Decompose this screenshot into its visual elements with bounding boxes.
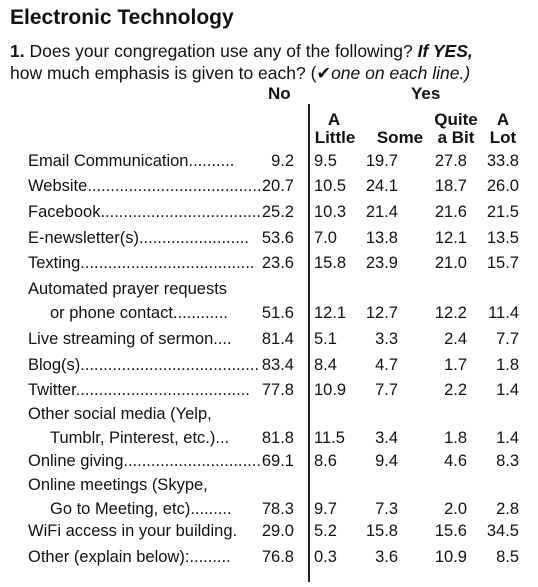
question-line-1 [10, 40, 473, 62]
row-label-text: Go to Meeting, etc) [50, 500, 191, 518]
cell-quite-a-bit: 2.0 [444, 500, 467, 518]
cell-a-lot: 26.0 [486, 177, 519, 195]
cell-quite-a-bit: 1.7 [444, 356, 467, 374]
row-label [50, 304, 228, 323]
row-label: Other social media (Yelp, [28, 405, 212, 423]
row-leader-dots: ......... [189, 548, 231, 566]
cell-a-lot: 1.4 [496, 381, 519, 399]
row-label [28, 203, 261, 222]
cell-a-little: 10.9 [314, 381, 347, 399]
question-number: 1. [10, 41, 25, 61]
cell-a-little: 7.0 [314, 229, 337, 247]
cell-no: 53.6 [261, 229, 294, 247]
table-row [0, 381, 538, 405]
row-label-text: E-newsletter(s) [28, 229, 139, 247]
cell-a-little: 5.1 [314, 330, 337, 348]
row-label: Online meetings (Skype, [28, 476, 208, 494]
cell-no: 51.6 [261, 304, 294, 322]
table-row-label-line [0, 280, 538, 304]
question-text-2: how much emphasis is given to each? ( [10, 63, 317, 83]
cell-some: 7.3 [375, 500, 398, 518]
cell-a-little: 10.5 [314, 177, 347, 195]
cell-a-lot: 15.7 [486, 254, 519, 272]
header-a-little-2: Little [314, 128, 356, 147]
cell-some: 3.6 [375, 548, 398, 566]
table-row [0, 177, 538, 201]
cell-no: 69.1 [261, 452, 294, 470]
row-label [50, 500, 232, 519]
table-row-label-line [0, 405, 538, 429]
cell-a-little: 8.4 [314, 356, 337, 374]
table-row-label-line [0, 476, 538, 500]
row-leader-dots: ......... [190, 500, 232, 518]
table-row [0, 229, 538, 253]
row-label [50, 429, 229, 448]
question-line-2 [10, 62, 470, 84]
checkmark-icon: ✔ [316, 63, 332, 83]
row-label [28, 381, 250, 400]
header-a-lot-1: A [496, 110, 510, 129]
cell-a-lot: 1.8 [496, 356, 519, 374]
header-quite-2: a Bit [437, 128, 475, 147]
cell-no: 76.8 [261, 548, 294, 566]
table-row [0, 452, 538, 476]
question-text-1: Does your congregation use any of the following? [24, 41, 418, 61]
cell-a-little: 11.5 [314, 429, 345, 447]
row-label-text: Live streaming of sermon [28, 330, 214, 348]
if-yes-text: If YES, [417, 41, 473, 61]
cell-some: 15.8 [365, 522, 398, 540]
table-row [0, 522, 538, 546]
row-label-text: Twitter [28, 381, 76, 399]
row-leader-dots: ........................ [138, 229, 249, 247]
cell-a-little: 0.3 [314, 548, 337, 566]
cell-a-lot: 21.5 [486, 203, 519, 221]
table-row [0, 429, 538, 453]
cell-some: 24.1 [365, 177, 398, 195]
row-label [28, 330, 232, 349]
header-a-lot-2: Lot [489, 128, 517, 147]
cell-some: 12.7 [365, 304, 398, 322]
cell-a-little: 8.6 [314, 452, 337, 470]
row-label-text: Online giving [28, 452, 124, 470]
cell-a-lot: 8.3 [496, 452, 519, 470]
cell-quite-a-bit: 21.0 [434, 254, 467, 272]
cell-a-little: 5.2 [314, 522, 337, 540]
cell-some: 21.4 [365, 203, 398, 221]
cell-a-little: 9.5 [314, 152, 337, 170]
cell-no: 78.3 [261, 500, 294, 518]
cell-some: 4.7 [375, 356, 398, 374]
cell-some: 3.4 [375, 429, 398, 447]
cell-quite-a-bit: 12.2 [434, 304, 467, 322]
row-label-text: Tumblr, Pinterest, etc.) [50, 429, 216, 447]
row-label [28, 548, 231, 567]
row-leader-dots: .............................. [123, 452, 261, 470]
cell-some: 23.9 [365, 254, 398, 272]
row-label [28, 356, 259, 375]
cell-no: 29.0 [261, 522, 294, 540]
cell-no: 81.4 [261, 330, 294, 348]
cell-a-little: 9.7 [314, 500, 337, 518]
cell-quite-a-bit: 4.6 [444, 452, 467, 470]
row-label-text: Website [28, 177, 88, 195]
cell-a-little: 12.1 [314, 304, 347, 322]
cell-some: 9.4 [375, 452, 398, 470]
cell-a-little: 15.8 [314, 254, 347, 272]
cell-a-lot: 34.5 [486, 522, 519, 540]
row-label [28, 254, 254, 273]
row-label-text: WiFi access in your building. [28, 522, 238, 540]
cell-quite-a-bit: 18.7 [434, 177, 467, 195]
row-label-text: Facebook [28, 203, 101, 221]
row-label [28, 177, 262, 196]
cell-quite-a-bit: 10.9 [434, 548, 467, 566]
table-row [0, 548, 538, 572]
table-row [0, 500, 538, 524]
page-title: Electronic Technology [10, 6, 234, 29]
cell-a-lot: 11.4 [488, 304, 519, 322]
cell-quite-a-bit: 12.1 [434, 229, 467, 247]
cell-a-lot: 7.7 [496, 330, 519, 348]
table-row [0, 304, 538, 328]
row-leader-dots: ...................................... [80, 254, 255, 272]
row-label [28, 452, 261, 471]
cell-quite-a-bit: 2.2 [444, 381, 467, 399]
row-label [28, 522, 237, 541]
cell-quite-a-bit: 15.6 [434, 522, 467, 540]
cell-no: 20.7 [261, 177, 294, 195]
row-leader-dots: .... [213, 330, 232, 348]
cell-a-lot: 33.8 [486, 152, 519, 170]
row-leader-dots: ... [215, 429, 230, 447]
row-label-text: Email Communication [28, 152, 189, 170]
header-yes: Yes [411, 84, 441, 103]
row-label-text: Texting [28, 254, 81, 272]
cell-some: 7.7 [375, 381, 398, 399]
header-some: Some [376, 128, 424, 147]
cell-no: 81.8 [261, 429, 294, 447]
cell-a-lot: 8.5 [496, 548, 519, 566]
row-label: Automated prayer requests [28, 280, 228, 298]
row-leader-dots: ...................................... [75, 381, 250, 399]
header-a-little-1: A [327, 110, 341, 129]
row-label [28, 229, 249, 248]
cell-a-lot: 13.5 [486, 229, 519, 247]
row-label [28, 152, 234, 171]
cell-no: 83.4 [261, 356, 294, 374]
cell-a-little: 10.3 [314, 203, 347, 221]
cell-a-lot: 1.4 [496, 429, 519, 447]
cell-some: 13.8 [365, 229, 398, 247]
row-leader-dots: ................................... [100, 203, 261, 221]
row-label-text: or phone contact [50, 304, 173, 322]
cell-a-lot: 2.8 [496, 500, 519, 518]
question-instruction: one on each line.) [331, 63, 471, 83]
row-leader-dots: ....................................... [80, 356, 260, 374]
row-leader-dots: ...................................... [87, 177, 262, 195]
cell-no: 23.6 [261, 254, 294, 272]
cell-quite-a-bit: 1.8 [444, 429, 467, 447]
cell-quite-a-bit: 2.4 [444, 330, 467, 348]
table-row [0, 330, 538, 354]
header-quite-1: Quite [434, 110, 478, 129]
cell-no: 25.2 [261, 203, 294, 221]
table-row [0, 356, 538, 380]
cell-some: 19.7 [365, 152, 398, 170]
table-row [0, 254, 538, 278]
cell-no: 77.8 [261, 381, 294, 399]
cell-no: 9.2 [271, 152, 294, 170]
cell-quite-a-bit: 27.8 [434, 152, 467, 170]
table-row [0, 152, 538, 176]
row-label-text: Blog(s) [28, 356, 81, 374]
row-label-text: Other (explain below): [28, 548, 190, 566]
header-no: No [268, 84, 291, 103]
row-leader-dots: ............ [172, 304, 228, 322]
cell-some: 3.3 [375, 330, 398, 348]
table-row [0, 203, 538, 227]
row-leader-dots: .......... [188, 152, 235, 170]
cell-quite-a-bit: 21.6 [434, 203, 467, 221]
